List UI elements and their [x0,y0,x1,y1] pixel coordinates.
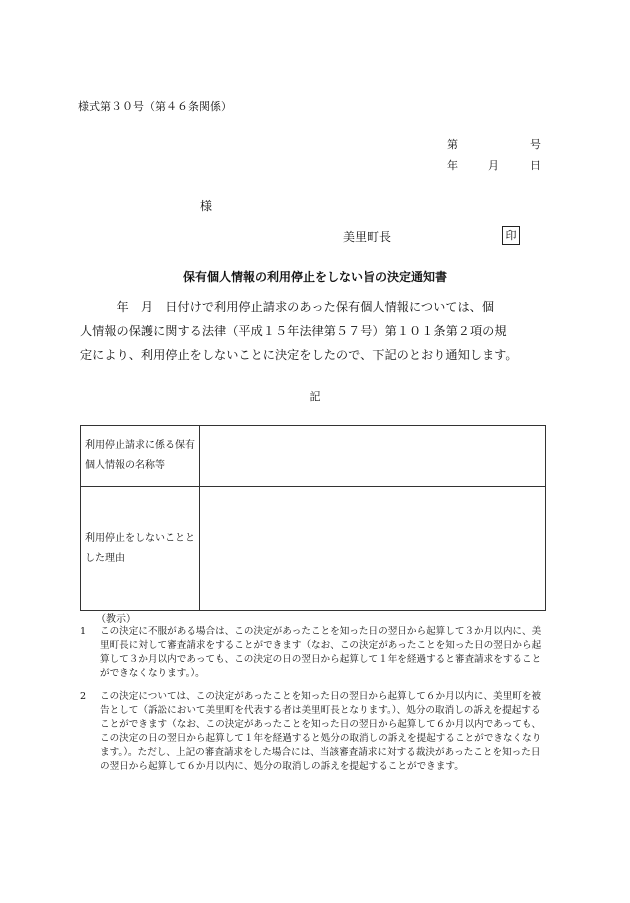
row1-label: 利用停止請求に係る保有個人情報の名称等 [81,426,200,487]
body-line-3: 定により、利用停止をしないことに決定をしたので、下記のとおり通知します。 [80,348,518,362]
note-item-1 [80,625,550,681]
body-line-2: 人情報の保護に関する法律（平成１５年法律第５７号）第１０１条第２項の規 [80,324,507,338]
note-number: 1 [80,626,87,637]
note-number: 2 [80,691,87,702]
number-label: 第 [447,138,458,151]
kyouji-heading: （教示） [96,614,136,625]
addressee-suffix: 様 [200,199,213,213]
ki-heading: 記 [309,390,321,403]
date-year-label: 年 [447,159,458,172]
seal-mark: 印 [502,226,520,245]
row2-value [200,487,546,611]
date-month-label: 月 [488,159,499,172]
table-row [81,426,546,487]
row2-label: 利用停止をしないこととした理由 [81,487,200,611]
table-row [81,487,546,611]
note-text: この決定については、この決定があったことを知った日の翌日から起算して６か月以内に、美里町を被告として（訴訟において美里町を代表する者は美里町長となります。）、処分の取消しの訴えを提起することができます（なお、この決定があったことを知った日の翌日から起算して６か月以内であっても、この決定の日の翌日から起算して１年を経過すると処分の取消しの訴えを提起することができなくなります。）。ただし、上記の審査請求をした場合には、当該審査請求に対する裁決があったことを知った日の翌日から起算して６か月以内に、処分の取消しの訴えを提起することができます。 [100,691,542,772]
document-title: 保有個人情報の利用停止をしない旨の決定通知書 [182,270,447,284]
number-suffix: 号 [530,138,541,151]
info-table [80,425,546,611]
body-paragraph [80,295,550,367]
form-number: 様式第３０号（第４６条関係） [78,100,232,113]
note-text: この決定に不服がある場合は、この決定があったことを知った日の翌日から起算して３か月以内に、美里町長に対して審査請求をすることができます（なお、この決定があったことを知った日の翌日から起算して３か月以内であっても、この決定の日の翌日から起算して１年を経過すると審査請求をすることができなくなります。）。 [100,626,542,679]
row1-value [200,426,546,487]
note-item-2 [80,690,550,774]
body-line-1: 年 月 日付けで利用停止請求のあった保有個人情報については、個 [80,300,495,314]
date-day-label: 日 [530,159,541,172]
issuer-name: 美里町長 [343,230,392,244]
